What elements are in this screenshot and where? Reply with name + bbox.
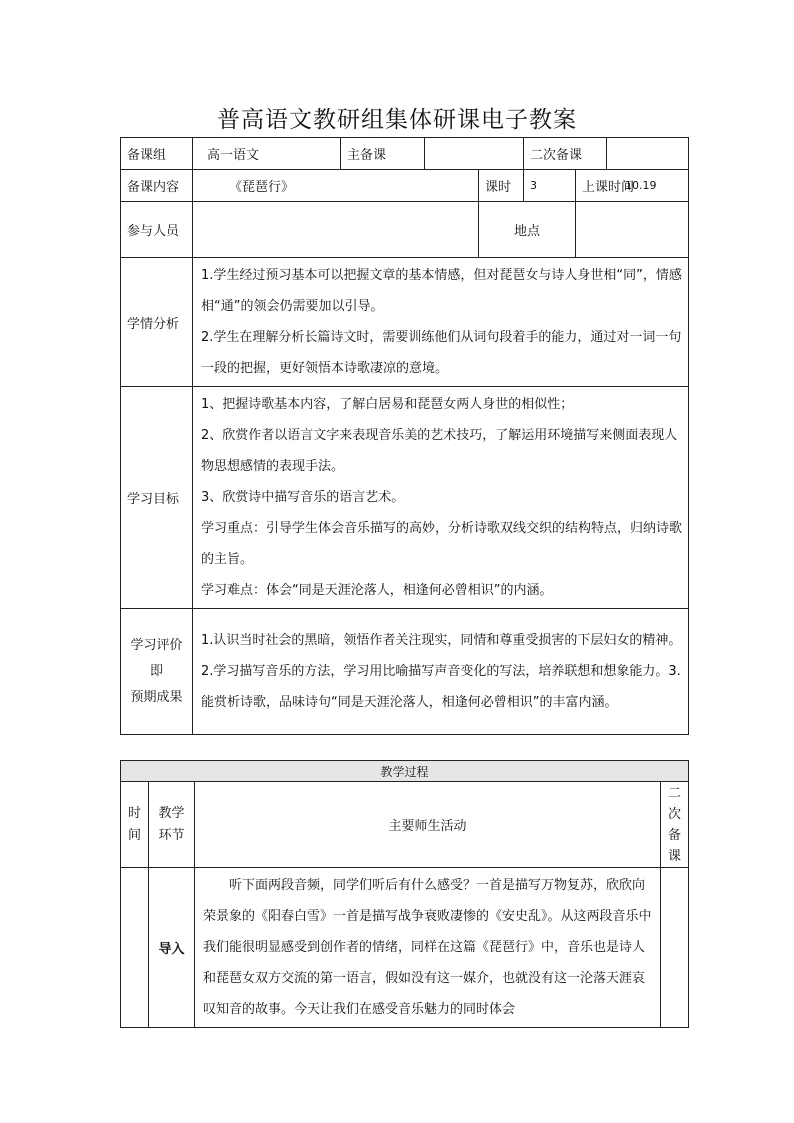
second-prep-label: 二次备课	[524, 138, 607, 170]
intro-second-prep-cell	[661, 868, 689, 1028]
class-time-value: 10.19	[625, 179, 657, 192]
learning-analysis-label: 学情分析	[121, 258, 193, 387]
col-stage-header	[149, 782, 195, 868]
analysis-para-2: 2.学生在理解分析长篇诗文时，需要训练他们从词句段着手的能力，通过对一词一句一段的把握，更好领悟本诗歌凄凉的意境。	[201, 330, 682, 376]
page-title: 普高语文教研组集体研课电子教案	[217, 107, 577, 133]
lead-label: 主备课	[341, 138, 425, 170]
col-activity-header: 主要师生活动	[195, 782, 661, 868]
content-label: 备课内容	[121, 170, 193, 202]
intro-activity	[195, 868, 661, 1028]
goal-focus: 学习重点：引导学生体会音乐描写的高妙，分析诗歌双线交织的结构特点，归纳诗歌的主旨。	[201, 521, 683, 567]
process-header: 教学过程	[121, 761, 689, 782]
col-stage-line-2: 环节	[158, 827, 185, 843]
lesson-info-table	[120, 137, 689, 735]
place-label: 地点	[479, 202, 576, 258]
second-prep-value	[607, 138, 689, 170]
period-label: 课时	[479, 170, 524, 202]
col-second-char-2: 次	[668, 806, 682, 822]
content-value: 《琵琶行》	[193, 170, 479, 202]
learning-analysis-content	[193, 258, 689, 387]
intro-text: 听下面两段音频，同学们听后有什么感受？一首是描写万物复苏，欣欣向荣景象的《阳春白雪》一首是描写战争衰败凄惨的《安史乱》。从这两段音乐中我们能很明显感受到创作者的情绪，同样在这篇《琵琶行》中，音乐也是诗人和琵琶女双方交流的第一语言，假如没有这一媒介，也就没有这一沦落天涯哀叹知音的故事。今天让我们在感受音乐魅力的同时体会	[203, 878, 652, 1017]
participants-label: 参与人员	[121, 202, 193, 258]
evaluation-content	[193, 609, 689, 735]
col-time-char-2: 间	[127, 827, 141, 843]
evaluation-label	[121, 609, 193, 735]
group-value: 高一语文	[193, 138, 341, 170]
teaching-process-table	[120, 760, 689, 1028]
col-second-char-1: 二	[668, 785, 682, 801]
col-second-char-4: 课	[668, 848, 682, 864]
intro-stage: 导入	[149, 868, 195, 1028]
lead-value	[425, 138, 524, 170]
participants-value	[193, 202, 479, 258]
place-value	[576, 202, 689, 258]
col-time-header	[121, 782, 149, 868]
goal-para-3: 3、欣赏诗中描写音乐的语言艺术。	[201, 490, 405, 505]
learning-goals-content	[193, 387, 689, 609]
col-time-char-1: 时	[127, 805, 141, 821]
analysis-para-1: 1.学生经过预习基本可以把握文章的基本情感，但对琵琶女与诗人身世相“同”，情感相“通”的领会仍需要加以引导。	[201, 268, 682, 314]
evaluation-para: 1.认识当时社会的黑暗，领悟作者关注现实，同情和尊重受损害的下层妇女的精神。 2.学习描写音乐的方法，学习用比喻描写声音变化的写法，培养联想和想象能力。3.能赏析诗歌，品味诗句“同是天涯沦落人，相逢何必曾相识”的丰富内涵。	[201, 633, 688, 710]
period-value: 3	[524, 170, 576, 202]
goal-para-1: 1、把握诗歌基本内容，了解白居易和琵琶女两人身世的相似性；	[201, 397, 574, 412]
col-second-prep-header	[661, 782, 689, 868]
goal-difficulty: 学习难点：体会“同是天涯沦落人，相逢何必曾相识”的内涵。	[201, 583, 553, 598]
goal-para-2: 2、欣赏作者以语言文字来表现音乐美的艺术技巧，了解运用环境描写来侧面表现人物思想感情的表现手法。	[201, 428, 678, 474]
evaluation-label-line-2: 即	[149, 663, 163, 679]
class-time-label: 上课时间	[576, 170, 689, 202]
learning-goals-label: 学习目标	[121, 387, 193, 609]
intro-time-cell	[121, 868, 149, 1028]
group-label: 备课组	[121, 138, 193, 170]
evaluation-label-line-1: 学习评价	[130, 637, 183, 653]
col-second-char-3: 备	[668, 827, 682, 843]
col-stage-line-1: 教学	[158, 805, 185, 821]
evaluation-label-line-3: 预期成果	[130, 689, 183, 705]
